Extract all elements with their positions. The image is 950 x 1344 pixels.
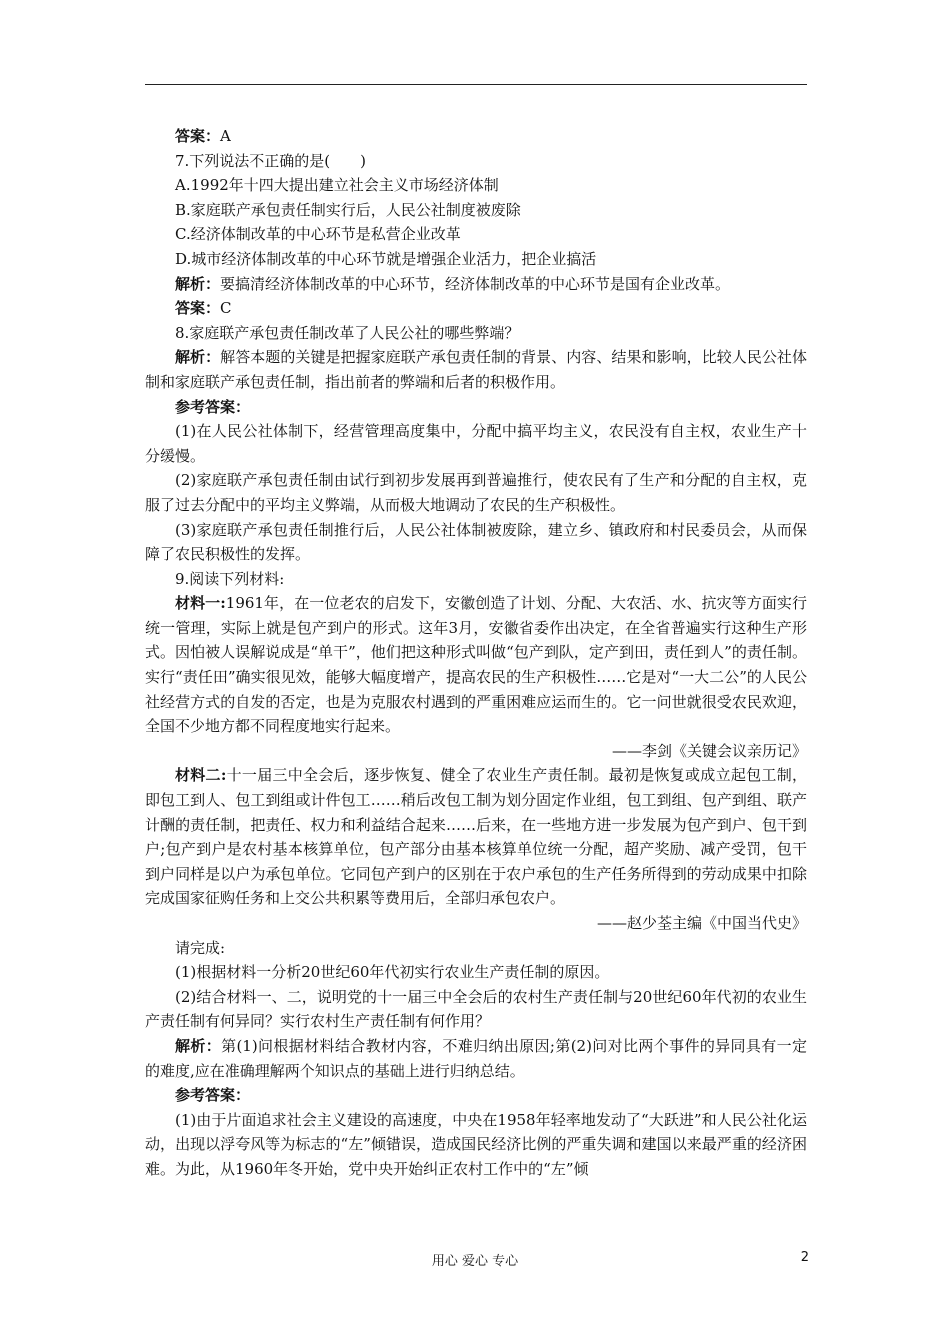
- answer-7: 答案：C: [175, 299, 232, 318]
- task-1: (1)根据材料一分析20世纪60年代初实行农业生产责任制的原因。: [175, 963, 610, 982]
- option-c: C.经济体制改革的中心环节是私营企业改革: [175, 225, 461, 244]
- question-8: 8.家庭联产承包责任制改革了人民公社的哪些弊端？: [175, 323, 520, 342]
- task-2: (2)结合材料一、二，说明党的十一届三中全会后的农村生产责任制与20世纪60年代初的农业生产责任制有何异同？实行农村生产责任制有何作用？: [145, 987, 807, 1031]
- task-prompt: 请完成:: [175, 938, 226, 957]
- analysis-9: 解析：第(1)问根据材料结合教材内容，不难归纳出原因;第(2)问对比两个事件的异同具有一定的难度,应在准确理解两个知识点的基础上进行归纳总结。: [145, 1036, 807, 1080]
- answer-8-point-1: (1)在人民公社体制下，经营管理高度集中，分配中搞平均主义，农民没有自主权，农业生产十分缓慢。: [145, 422, 807, 465]
- material-1-source: ——李剑《关键会议亲历记》: [611, 741, 807, 760]
- question-9: 9.阅读下列材料:: [175, 569, 285, 588]
- reference-answer-label-2: 参考答案：: [175, 1086, 251, 1105]
- material-2-source: ——赵少荃主编《中国当代史》: [596, 914, 807, 932]
- reference-answer-label-1: 参考答案：: [175, 397, 251, 416]
- question-7: 7.下列说法不正确的是( ): [175, 151, 367, 170]
- header-rule: [145, 84, 807, 85]
- footer-motto: 用心 爱心 专心: [431, 1254, 519, 1269]
- answer-9-point-1: (1)由于片面追求社会主义建设的高速度，中央在1958年轻率地发动了“大跃进”和人民公社化运动，出现以浮夸风等为标志的“左”倾错误，造成国民经济比例的严重失调和建国以来最严重的经济困难。为此，从1960年冬开始，党中央开始纠正农村工作中的“左”倾: [145, 1110, 807, 1178]
- option-b: B.家庭联产承包责任制实行后，人民公社制度被废除: [175, 200, 521, 219]
- analysis-8: 解析：解答本题的关键是把握家庭联产承包责任制的背景、内容、结果和影响，比较人民公社体制和家庭联产承包责任制，指出前者的弊端和后者的积极作用。: [145, 348, 807, 391]
- page-footer: [0, 1250, 950, 1270]
- answer-line: 答案：A: [175, 127, 231, 145]
- analysis-7: 解析：要搞清经济体制改革的中心环节，经济体制改革的中心环节是国有企业改革。: [175, 274, 731, 293]
- material-2: 材料二:十一届三中全会后，逐步恢复、健全了农业生产责任制。最初是恢复或成立起包工制，即包工到人、包工到组或计件包工……稍后改包工制为划分固定作业组，包工到组、包产到组、联产计酬的责任制，把责任、权力和利益结合起来……后来，在一些地方进一步发展为包产到户、包干到户;包产到户是农村基本核算单位，包产部分由基本核算单位统一分配，超产奖励、减产受罚，包干到户同样是以户为承包单位。它同包产到户的区别在于农户承包的生产任务所得到的劳动成果中扣除完成国家征购任务和上交公共积累等费用后，全部归承包农户。: [145, 766, 807, 908]
- material-1: 材料一:1961年，在一位老农的启发下，安徽创造了计划、分配、大农活、水、抗灾等方面实行统一管理，实际上就是包产到户的形式。这年3月，安徽省委作出决定，在全省普遍实行这种生产形式。因怕被人误解说成是“单干”，他们把这种形式叫做“包产到队，定产到田，责任到人”的责任制。实行“责任田”确实很见效，能够大幅度增产，提高农民的生产积极性……它是对“一大二公”的人民公社经营方式的自发的否定，也是为克服农村遇到的严重困难应运而生的。它一问世就很受农民欢迎，全国不少地方都不同程度地实行起来。: [145, 594, 807, 736]
- document-body: [145, 124, 807, 1182]
- answer-8-point-3: (3)家庭联产承包责任制推行后，人民公社体制被废除，建立乡、镇政府和村民委员会，从而保障了农民积极性的发挥。: [145, 520, 807, 564]
- answer-8-point-2: (2)家庭联产承包责任制由试行到初步发展再到普遍推行，使农民有了生产和分配的自主权，克服了过去分配中的平均主义弊端，从而极大地调动了农民的生产积极性。: [145, 471, 807, 514]
- page-number: 2: [800, 1250, 809, 1265]
- option-a: A.1992年十四大提出建立社会主义市场经济体制: [175, 176, 499, 195]
- option-d: D.城市经济体制改革的中心环节就是增强企业活力，把企业搞活: [175, 249, 597, 268]
